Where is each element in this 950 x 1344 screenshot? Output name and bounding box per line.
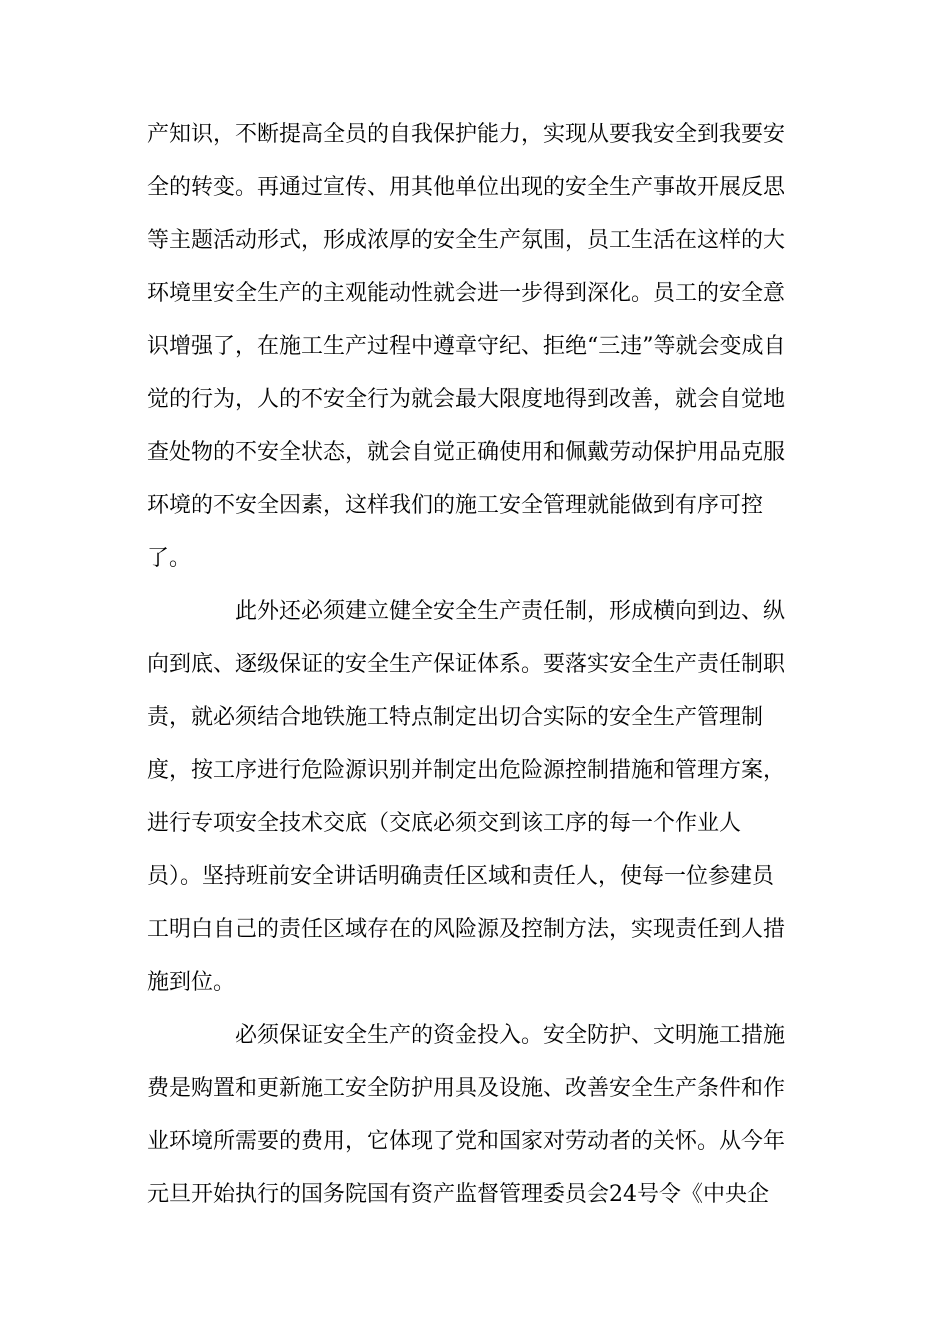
paragraph-2-line-7: 工明白自己的责任区域存在的风险源及控制方法，实现责任到人措	[147, 917, 786, 942]
paragraph-3-line-1: 必须保证安全生产的资金投入。安全防护、文明施工措施	[235, 1023, 786, 1048]
paragraph-1-line-1: 产知识，不断提高全员的自我保护能力，实现从要我安全到我要安	[147, 122, 786, 147]
paragraph-1-line-9: 了。	[147, 546, 192, 571]
paragraph-1-line-8: 环境的不安全因素，这样我们的施工安全管理就能做到有序可控	[147, 493, 764, 518]
paragraph-3-line-2: 费是购置和更新施工安全防护用具及设施、改善安全生产条件和作	[147, 1076, 786, 1101]
paragraph-3-line-4: 元旦开始执行的国务院国有资产监督管理委员会24号令《中央企	[147, 1182, 769, 1207]
paragraph-1-line-6: 觉的行为，人的不安全行为就会最大限度地得到改善，就会自觉地	[147, 387, 786, 412]
paragraph-2-line-5: 进行专项安全技术交底（交底必须交到该工序的每一个作业人	[147, 811, 742, 836]
paragraph-2-line-4: 度，按工序进行危险源识别并制定出危险源控制措施和管理方案，	[147, 758, 786, 783]
paragraph-2-line-2: 向到底、逐级保证的安全生产保证体系。要落实安全生产责任制职	[147, 652, 786, 677]
paragraph-1-line-3: 等主题活动形式，形成浓厚的安全生产氛围，员工生活在这样的大	[147, 228, 786, 253]
paragraph-1-line-5: 识增强了，在施工生产过程中遵章守纪、拒绝“三违”等就会变成自	[147, 334, 786, 359]
paragraph-1-line-2: 全的转变。再通过宣传、用其他单位出现的安全生产事故开展反思	[147, 175, 786, 200]
paragraph-2-line-6: 员）。坚持班前安全讲话明确责任区域和责任人，使每一位参建员	[147, 864, 775, 889]
paragraph-3-line-3: 业环境所需要的费用，它体现了党和国家对劳动者的关怀。从今年	[147, 1129, 786, 1154]
paragraph-2-line-3: 责，就必须结合地铁施工特点制定出切合实际的安全生产管理制	[147, 705, 764, 730]
paragraph-2-line-8: 施到位。	[147, 970, 236, 995]
paragraph-1-line-4: 环境里安全生产的主观能动性就会进一步得到深化。员工的安全意	[147, 281, 786, 306]
paragraph-2-line-1: 此外还必须建立健全安全生产责任制，形成横向到边、纵	[235, 599, 786, 624]
paragraph-1-line-7: 查处物的不安全状态，就会自觉正确使用和佩戴劳动保护用品克服	[147, 440, 786, 465]
